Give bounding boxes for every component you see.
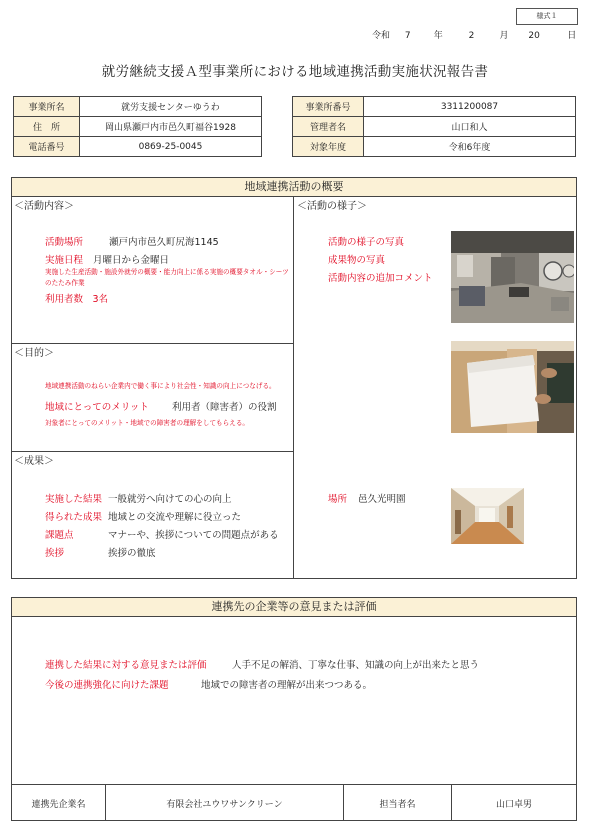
overview-divider	[293, 197, 294, 578]
date-month-unit: 月	[499, 31, 509, 41]
phone-value: 0869-25-0045	[80, 137, 262, 157]
scene-line-1: 活動の様子の写真	[328, 237, 405, 248]
facility-number-value: 3311200087	[364, 97, 576, 117]
merit-value: 利用者（障害者）の役割	[172, 402, 277, 413]
purpose-line1: 地域連携活動のねらい企業内で働く事により社会性・知識の向上につなげる。	[45, 382, 276, 390]
overview-heading: 地域連携活動の概要	[12, 178, 576, 197]
activity-divider	[12, 343, 294, 344]
future-value: 地域での障害者の理解が出来つつある。	[201, 680, 373, 691]
date-day-unit: 日	[567, 31, 577, 41]
activity-note: 実施した生産活動・施設外就労の概要・能力向上に係る実施の概要タオル・シーツのたたみ作業	[45, 268, 289, 287]
result-value-4: 挨拶の徹底	[108, 548, 156, 559]
opinion-value: 人手不足の解消、丁寧な仕事、知識の向上が出来たと思う	[232, 660, 480, 671]
future-label: 今後の連携強化に向けた課題	[45, 680, 169, 691]
activity-place-label: 活動場所	[45, 237, 84, 248]
person-value: 山口卓男	[495, 800, 532, 810]
scene-heading: ＜活動の様子＞	[297, 201, 367, 212]
date-era: 令和	[372, 31, 391, 41]
scene-line-2: 成果物の写真	[328, 255, 386, 266]
scene-place-value: 邑久光明園	[358, 494, 406, 505]
facility-name-label: 事業所名	[14, 97, 80, 117]
activity-place-value: 瀬戸内市邑久町尻海1145	[109, 237, 219, 248]
page-title: 就労継続支援Ａ型事業所における地域連携活動実施状況報告書	[101, 64, 489, 80]
purpose-heading: ＜目的＞	[14, 348, 54, 359]
purpose-divider	[12, 451, 294, 452]
result-value-3: マナーや、挨拶についての問題点がある	[108, 530, 279, 541]
facility-info-table-left	[13, 96, 262, 157]
folded-towel-photo	[451, 341, 574, 433]
result-value-1: 一般就労へ向けての心の向上	[108, 494, 232, 505]
company-label: 連携先企業名	[31, 800, 86, 810]
address-value: 岡山県瀬戸内市邑久町福谷1928	[80, 117, 262, 137]
result-value-2: 地域との交流や理解に役立った	[108, 512, 242, 523]
date-year-unit: 年	[433, 31, 443, 41]
opinion-label: 連携した結果に対する意見または評価	[45, 660, 207, 671]
laundry-room-photo	[451, 231, 574, 323]
manager-name-label: 管理者名	[293, 117, 364, 137]
report-date	[372, 28, 576, 41]
result-label-1: 実施した結果	[45, 494, 103, 505]
partner-bottom-row	[12, 784, 576, 820]
company-value: 有限会社ユウワサンクリーン	[166, 800, 283, 810]
partner-heading: 連携先の企業等の意見または評価	[12, 598, 576, 617]
overview-section	[11, 177, 577, 579]
person-label: 担当者名	[379, 800, 416, 810]
facility-name-value: 就労支援センターゆうわ	[80, 97, 262, 117]
facility-number-label: 事業所番号	[293, 97, 364, 117]
target-year-value: 令和6年度	[364, 137, 576, 157]
partner-section	[11, 597, 577, 821]
phone-label: 電話番号	[14, 137, 80, 157]
users-count: 利用者数 3名	[45, 294, 109, 305]
facility-info-table-right	[292, 96, 576, 157]
result-label-3: 課題点	[45, 530, 74, 541]
purpose-line3: 対象者にとってのメリット・地域での障害者の理解をしてもらえる。	[45, 419, 250, 427]
form-number-tag: 様式１	[516, 8, 578, 25]
manager-name-value: 山口和人	[364, 117, 576, 137]
date-year: 7	[404, 31, 411, 41]
scene-place-label: 場所	[328, 494, 348, 505]
date-day: 20	[528, 31, 540, 41]
schedule-label: 実施日程	[45, 255, 84, 266]
target-year-label: 対象年度	[293, 137, 364, 157]
result-label-2: 得られた成果	[45, 512, 103, 523]
result-label-4: 挨拶	[45, 548, 65, 559]
results-heading: ＜成果＞	[14, 456, 54, 467]
corridor-photo	[451, 488, 524, 544]
activity-heading: ＜活動内容＞	[14, 201, 74, 212]
schedule-value: 月曜日から金曜日	[93, 255, 170, 266]
merit-label: 地域にとってのメリット	[45, 402, 149, 413]
date-month: 2	[468, 31, 475, 41]
address-label: 住 所	[14, 117, 80, 137]
scene-line-3: 活動内容の追加コメント	[328, 273, 433, 284]
